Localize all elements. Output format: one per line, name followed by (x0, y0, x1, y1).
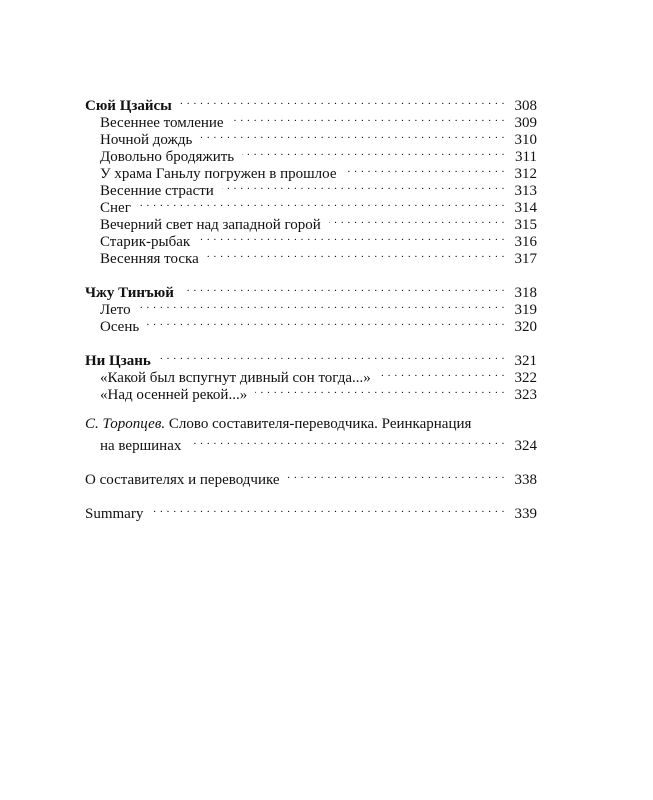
entry-title: «Какой был вспугнут дивный сон тогда...» (100, 370, 371, 386)
dot-leader (255, 382, 505, 399)
page-number: 323 (514, 387, 537, 403)
entry-title: Осень (100, 319, 140, 335)
page-number: 324 (514, 438, 537, 454)
page-number: 320 (514, 319, 537, 335)
dot-leader (151, 501, 505, 518)
dot-leader (189, 433, 505, 450)
dot-leader (180, 93, 505, 110)
toc-section-heading[interactable] (85, 280, 537, 301)
entry-title: Снег (100, 200, 131, 216)
dot-leader (207, 246, 505, 263)
section-title: Сюй Цзайсы (85, 98, 172, 114)
entry-title: Вечерний свет над западной горой (100, 217, 321, 233)
page-number: 318 (514, 285, 537, 301)
toc-afterword[interactable] (85, 416, 537, 454)
page-number: 322 (514, 370, 537, 386)
entry-title: Summary (85, 506, 144, 522)
entry-title: Весенняя тоска (100, 251, 199, 267)
section-title: Ни Цзань (85, 353, 151, 369)
dot-leader (242, 144, 505, 161)
dot-leader (182, 280, 505, 297)
page-number: 338 (514, 472, 537, 488)
toc-entry[interactable] (85, 297, 537, 318)
entry-title: Весенние страсти (100, 183, 214, 199)
entry-title: Весеннее томление (100, 115, 224, 131)
afterword-line-2 (85, 433, 537, 454)
toc-section (85, 280, 537, 335)
toc-entry[interactable] (85, 314, 537, 335)
page-number: 312 (514, 166, 537, 182)
toc-section (85, 93, 537, 267)
dot-leader (147, 314, 505, 331)
table-of-contents (85, 93, 537, 535)
dot-leader (139, 195, 505, 212)
toc-section-heading[interactable] (85, 348, 537, 369)
page-number: 321 (514, 353, 537, 369)
toc-entry[interactable] (85, 212, 537, 233)
dot-leader (232, 110, 505, 127)
entry-title: У храма Ганьлу погружен в прошлое (100, 166, 337, 182)
toc-section-heading[interactable] (85, 93, 537, 114)
toc-section (85, 348, 537, 403)
dot-leader (222, 178, 505, 195)
afterword-title: Слово составителя-переводчика. Реинкарнация (168, 416, 472, 432)
page-number: 311 (515, 149, 537, 165)
page-number: 315 (514, 217, 537, 233)
page-number: 319 (514, 302, 537, 318)
page-number: 313 (514, 183, 537, 199)
dot-leader (329, 212, 505, 229)
afterword-line-1 (85, 416, 537, 433)
section-title: Чжу Тинъюй (85, 285, 174, 301)
toc-about (85, 467, 537, 488)
entry-title: Старик-рыбак (100, 234, 191, 250)
entry-title: Ночной дождь (100, 132, 193, 148)
entry-title: «Над осенней рекой...» (100, 387, 248, 403)
entry-title: Довольно бродяжить (100, 149, 235, 165)
afterword-title-continued: на вершинах (100, 438, 182, 454)
entry-title: Лето (100, 302, 131, 318)
page-number: 317 (514, 251, 537, 267)
dot-leader (379, 365, 505, 382)
toc-entry[interactable] (85, 365, 537, 386)
page-number: 316 (514, 234, 537, 250)
afterword-author: С. Торопцев. (85, 416, 166, 432)
dot-leader (200, 127, 505, 144)
dot-leader (159, 348, 505, 365)
page-number: 308 (514, 98, 537, 114)
dot-leader (198, 229, 505, 246)
page-number: 310 (514, 132, 537, 148)
dot-leader (345, 161, 505, 178)
dot-leader (288, 467, 505, 484)
page-number: 339 (514, 506, 537, 522)
toc-entry[interactable] (85, 501, 537, 522)
entry-title: О составителях и переводчике (85, 472, 280, 488)
toc-summary (85, 501, 537, 522)
page-number: 314 (514, 200, 537, 216)
page-number: 309 (514, 115, 537, 131)
toc-entry[interactable] (85, 195, 537, 216)
toc-entry[interactable] (85, 467, 537, 488)
dot-leader (139, 297, 505, 314)
